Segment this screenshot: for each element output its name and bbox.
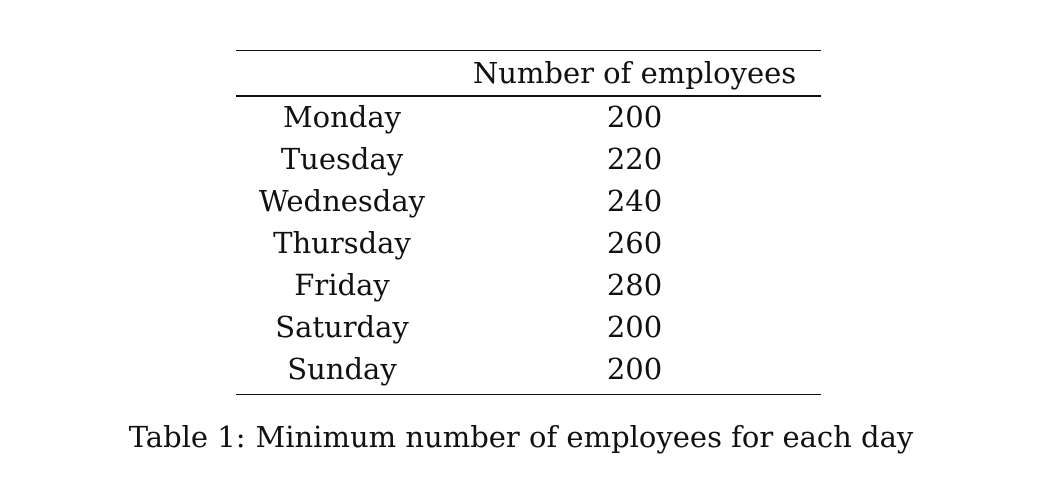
table-row: [236, 97, 821, 139]
day-cell: Monday: [282, 100, 402, 135]
employees-cell: 200: [606, 352, 663, 387]
table-header-row: [236, 51, 821, 95]
day-cell: Friday: [294, 268, 390, 303]
caption-text: Minimum number of employees for each day: [255, 420, 914, 454]
table-row: [236, 181, 821, 223]
employees-cell: 200: [606, 100, 663, 135]
caption-label: Table 1:: [128, 420, 246, 454]
header-employees-cell: Number of employees: [472, 55, 797, 90]
table-caption: [0, 420, 1042, 454]
employees-cell: 200: [606, 310, 663, 345]
table-body: [236, 97, 821, 394]
day-cell: Tuesday: [280, 142, 404, 177]
table-row: [236, 265, 821, 307]
employees-cell: 280: [606, 268, 663, 303]
table-bottom-rule: [236, 394, 821, 395]
table-row: [236, 223, 821, 265]
day-cell: Wednesday: [258, 184, 426, 219]
day-cell: Thursday: [273, 226, 411, 261]
employees-cell: 220: [606, 142, 663, 177]
table-row: [236, 349, 821, 391]
table-row: [236, 139, 821, 181]
day-cell: Sunday: [287, 352, 397, 387]
employees-table: [236, 50, 821, 395]
day-cell: Saturday: [275, 310, 409, 345]
employees-cell: 260: [606, 226, 663, 261]
employees-cell: 240: [606, 184, 663, 219]
table-row: [236, 307, 821, 349]
